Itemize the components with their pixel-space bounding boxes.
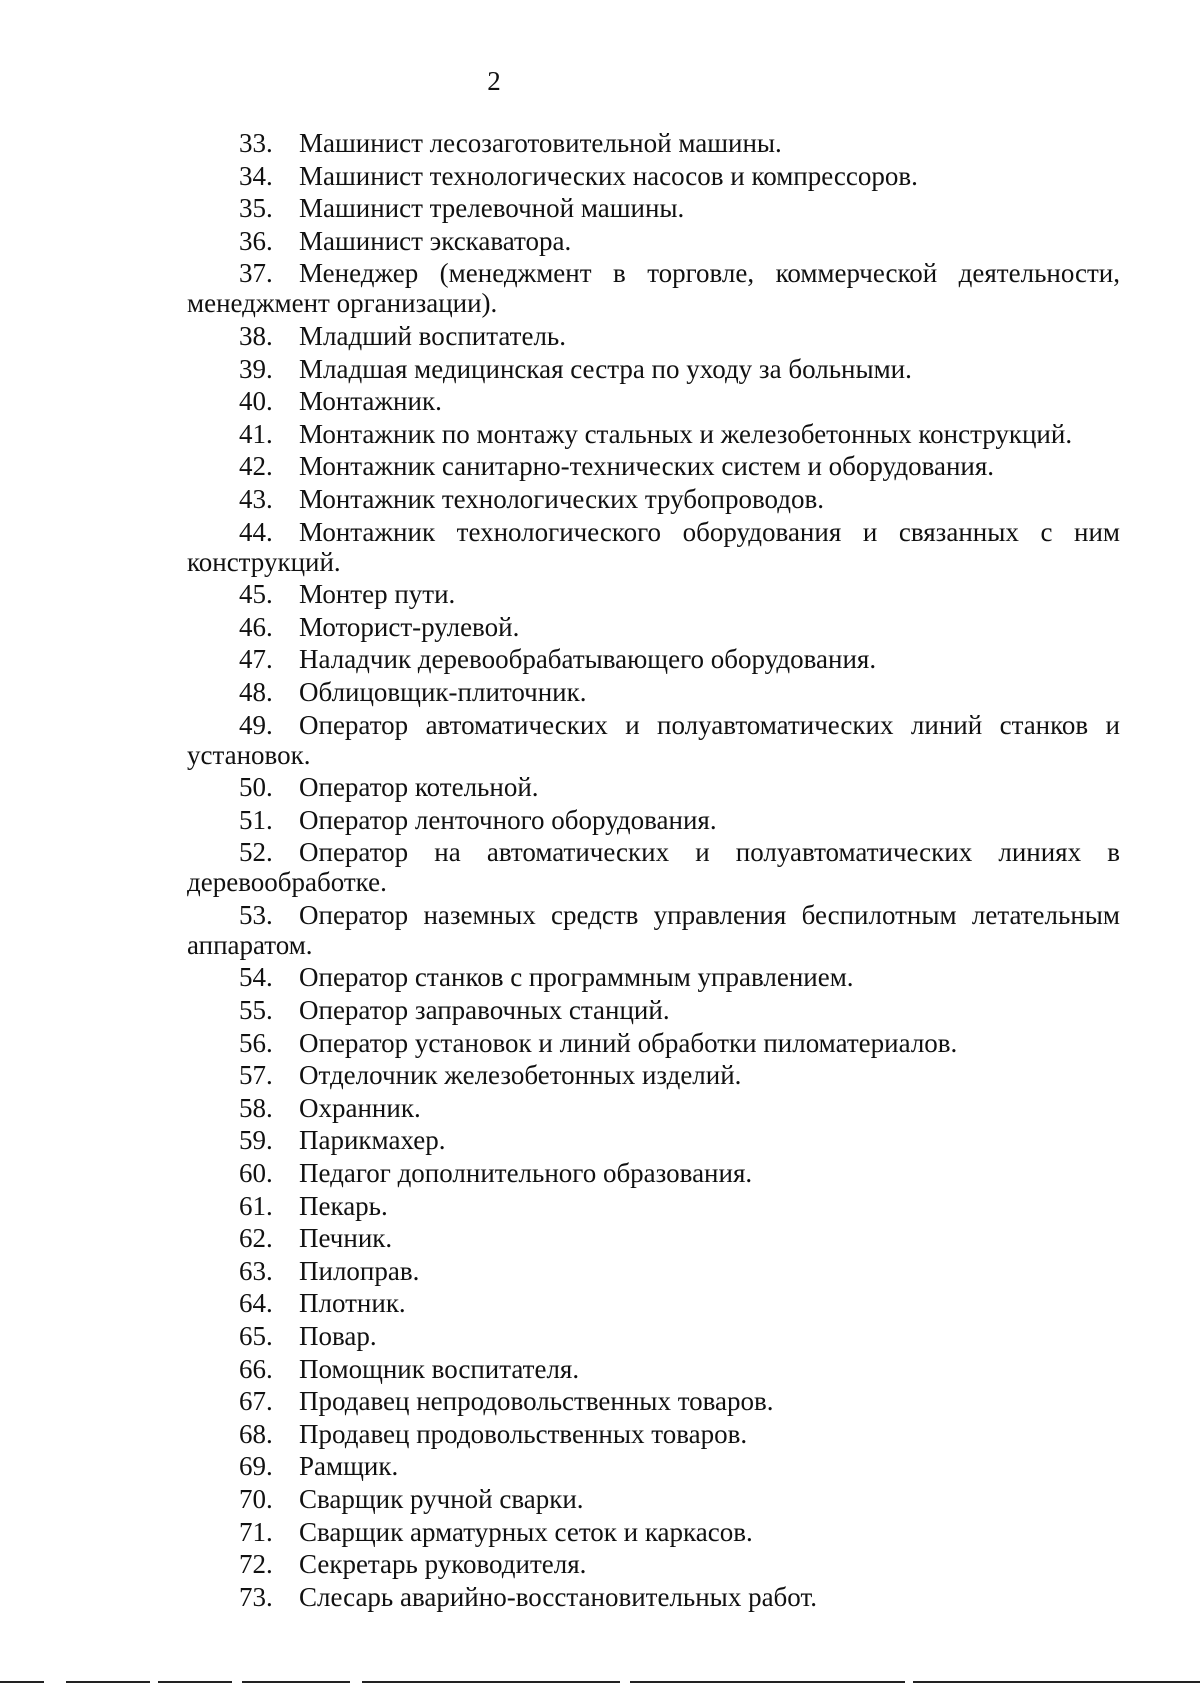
- list-item: [187, 1582, 1120, 1612]
- list-item-text: Охранник.: [299, 1092, 421, 1123]
- list-item-number: 51.: [239, 804, 273, 835]
- list-item-number: 62.: [239, 1223, 273, 1254]
- list-item-number: 41.: [239, 418, 273, 449]
- list-item-text: Помощник воспитателя.: [299, 1353, 580, 1384]
- list-item-text: Монтажник по монтажу стальных и железобетонных конструкций.: [299, 418, 1073, 449]
- list-item-number: 60.: [239, 1158, 273, 1189]
- list-item-text: Рамщик.: [299, 1451, 399, 1482]
- list-item: [187, 484, 1120, 514]
- list-item-text: Печник.: [299, 1223, 393, 1254]
- list-item-text: Наладчик деревообрабатывающего оборудования.: [299, 644, 877, 675]
- list-item-number: 67.: [239, 1386, 273, 1417]
- list-item: [187, 161, 1120, 191]
- list-item-text: Монтажник санитарно-технических систем и оборудования.: [299, 451, 995, 482]
- list-item-text: Пекарь.: [299, 1190, 388, 1221]
- list-item-text: Продавец непродовольственных товаров.: [299, 1386, 774, 1417]
- list-item: [187, 962, 1120, 992]
- list-item-text: Продавец продовольственных товаров.: [299, 1418, 748, 1449]
- list-item: [187, 451, 1120, 481]
- list-item-text: Монтажник технологических трубопроводов.: [299, 483, 824, 514]
- footer-rule-gap: [44, 1679, 66, 1685]
- list-item-text: Пилоправ.: [299, 1255, 420, 1286]
- list-item-number: 68.: [239, 1418, 273, 1449]
- list-item-text: Облицовщик-плиточник.: [299, 676, 587, 707]
- list-item-number: 52.: [239, 837, 273, 868]
- list-item-text: Оператор заправочных станций.: [299, 995, 670, 1026]
- list-item-number: 50.: [239, 772, 273, 803]
- list-item-text: Сварщик арматурных сеток и каркасов.: [299, 1516, 753, 1547]
- list-item-number: 66.: [239, 1353, 273, 1384]
- list-item-number: 73.: [239, 1581, 273, 1612]
- list-item-number: 44.: [239, 516, 273, 547]
- list-item-text: Монтажник технологического оборудования и связанных с ним конструкций.: [187, 516, 1120, 577]
- list-item: [187, 612, 1120, 642]
- list-item-text: Младший воспитатель.: [299, 320, 566, 351]
- list-item-number: 71.: [239, 1516, 273, 1547]
- footer-rule-gap: [905, 1679, 913, 1685]
- list-item-text: Машинист трелевочной машины.: [299, 193, 685, 224]
- list-item: [187, 1419, 1120, 1449]
- list-item-number: 69.: [239, 1451, 273, 1482]
- page-number: 2: [487, 66, 501, 96]
- list-item-number: 40.: [239, 386, 273, 417]
- list-item: [187, 1549, 1120, 1579]
- list-item: [187, 354, 1120, 384]
- list-item: [187, 517, 1120, 577]
- list-item-text: Машинист лесозаготовительной машины.: [299, 128, 782, 158]
- list-item: [187, 258, 1120, 318]
- list-item-number: 37.: [239, 258, 273, 289]
- footer-rule-gap: [350, 1679, 362, 1685]
- list-item: [187, 772, 1120, 802]
- list-item: [187, 1321, 1120, 1351]
- list-item-number: 70.: [239, 1483, 273, 1514]
- footer-rule-gap: [232, 1679, 242, 1685]
- list-item-number: 35.: [239, 193, 273, 224]
- list-item-number: 45.: [239, 579, 273, 610]
- list-item: [187, 1451, 1120, 1481]
- list-item: [187, 321, 1120, 351]
- list-item-number: 56.: [239, 1027, 273, 1058]
- list-item-number: 59.: [239, 1125, 273, 1156]
- list-item: [187, 1223, 1120, 1253]
- list-item: [187, 900, 1120, 960]
- list-item-text: Сварщик ручной сварки.: [299, 1483, 584, 1514]
- list-item: [187, 1093, 1120, 1123]
- list-item-text: Моторист-рулевой.: [299, 611, 520, 642]
- list-item-text: Менеджер (менеджмент в торговле, коммерческой деятельности, менеджмент организации).: [187, 258, 1120, 319]
- footer-rule-gap: [620, 1679, 630, 1685]
- list-item-number: 54.: [239, 962, 273, 993]
- list-item: [187, 128, 1120, 158]
- list-item: [187, 710, 1120, 770]
- list-item-text: Монтер пути.: [299, 579, 456, 610]
- list-item-text: Оператор на автоматических и полуавтоматических линиях в деревообработке.: [187, 837, 1120, 898]
- list-item: [187, 805, 1120, 835]
- list-item-number: 38.: [239, 320, 273, 351]
- list-item-text: Оператор установок и линий обработки пиломатериалов.: [299, 1027, 958, 1058]
- list-item-number: 55.: [239, 995, 273, 1026]
- list-item-text: Оператор автоматических и полуавтоматических линий станков и установок.: [187, 709, 1120, 770]
- list-item-text: Парикмахер.: [299, 1125, 446, 1156]
- list-item-text: Оператор наземных средств управления беспилотным летательным аппаратом.: [187, 899, 1120, 960]
- list-item-number: 46.: [239, 611, 273, 642]
- list-item: [187, 579, 1120, 609]
- list-item: [187, 644, 1120, 674]
- list-item-number: 49.: [239, 709, 273, 740]
- list-item-number: 48.: [239, 676, 273, 707]
- list-item-text: Отделочник железобетонных изделий.: [299, 1060, 742, 1091]
- list-item-number: 42.: [239, 451, 273, 482]
- list-item-text: Монтажник.: [299, 386, 442, 417]
- list-item: [187, 1484, 1120, 1514]
- list-item: [187, 1256, 1120, 1286]
- list-item-number: 47.: [239, 644, 273, 675]
- list-item-number: 53.: [239, 899, 273, 930]
- list-item: [187, 1517, 1120, 1547]
- list-item: [187, 193, 1120, 223]
- list-item-text: Плотник.: [299, 1288, 406, 1319]
- list-item-text: Секретарь руководителя.: [299, 1549, 587, 1580]
- list-item: [187, 1060, 1120, 1090]
- list-item: [187, 226, 1120, 256]
- list-item: [187, 1191, 1120, 1221]
- list-item-number: 39.: [239, 353, 273, 384]
- list-item: [187, 1028, 1120, 1058]
- profession-list: [187, 128, 1120, 1614]
- list-item: [187, 1158, 1120, 1188]
- list-item-text: Младшая медицинская сестра по уходу за больными.: [299, 353, 912, 384]
- list-item-number: 43.: [239, 483, 273, 514]
- list-item: [187, 1125, 1120, 1155]
- list-item-text: Машинист экскаватора.: [299, 225, 572, 256]
- list-item-number: 36.: [239, 225, 273, 256]
- list-item-text: Машинист технологических насосов и компрессоров.: [299, 160, 918, 191]
- list-item-number: 33.: [239, 128, 273, 158]
- list-item: [187, 995, 1120, 1025]
- footer-rule-gap: [150, 1679, 158, 1685]
- list-item-number: 65.: [239, 1321, 273, 1351]
- list-item-text: Оператор станков с программным управлением.: [299, 962, 854, 993]
- list-item-text: Повар.: [299, 1321, 377, 1351]
- list-item: [187, 837, 1120, 897]
- list-item: [187, 677, 1120, 707]
- list-item-number: 63.: [239, 1255, 273, 1286]
- list-item-number: 58.: [239, 1092, 273, 1123]
- list-item: [187, 1386, 1120, 1416]
- list-item-number: 72.: [239, 1549, 273, 1580]
- list-item: [187, 1354, 1120, 1384]
- list-item-text: Слесарь аварийно-восстановительных работ.: [299, 1581, 817, 1612]
- list-item-number: 61.: [239, 1190, 273, 1221]
- list-item-number: 34.: [239, 160, 273, 191]
- list-item-text: Оператор котельной.: [299, 772, 539, 803]
- list-item-text: Оператор ленточного оборудования.: [299, 804, 717, 835]
- list-item-text: Педагог дополнительного образования.: [299, 1158, 753, 1189]
- list-item: [187, 1288, 1120, 1318]
- list-item: [187, 386, 1120, 416]
- list-item-number: 57.: [239, 1060, 273, 1091]
- list-item-number: 64.: [239, 1288, 273, 1319]
- footer-rule: [0, 1681, 1200, 1683]
- list-item: [187, 419, 1120, 449]
